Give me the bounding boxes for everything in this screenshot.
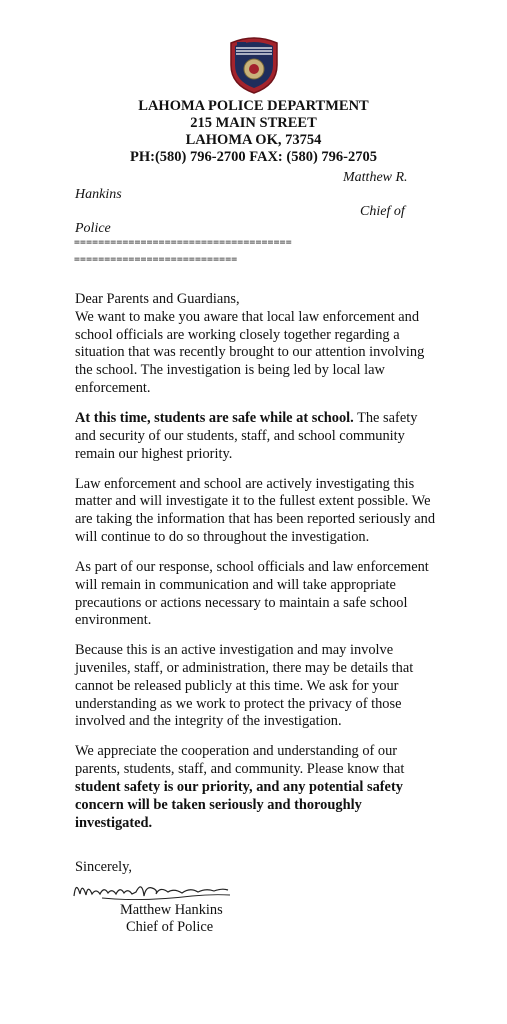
signer-name: Matthew Hankins: [120, 902, 223, 918]
chief-name-part1: Matthew R.: [343, 170, 408, 185]
paragraph-6: [75, 743, 440, 832]
street-address: 215 MAIN STREET: [190, 115, 317, 131]
phone-fax: PH:(580) 796-2700 FAX: (580) 796-2705: [130, 149, 377, 165]
letterhead: [0, 98, 507, 166]
valediction: Sincerely,: [75, 859, 133, 875]
chief-name-part2: Hankins: [75, 187, 122, 202]
police-badge-logo: [227, 35, 281, 95]
paragraph-2: [75, 410, 440, 463]
department-name: LAHOMA POLICE DEPARTMENT: [138, 98, 369, 114]
letter-body: [75, 291, 440, 845]
paragraph-5: Because this is an active investigation and may involve juveniles, staff, or administration, there may be details that cannot be released publicly at this time. We ask for your understanding as we work to protect the privacy of those involved and the integrity of the investigation.: [75, 642, 414, 730]
paragraph-2-bold: At this time, students are safe while at school.: [75, 409, 354, 426]
paragraph-2-text: The safety and security of our students, staff, and school community remain our highest priority.: [75, 409, 418, 462]
separator-line-1: ====================================: [74, 237, 292, 248]
paragraph-4: As part of our response, school officials and law enforcement will remain in communication and will take appropriate precautions or actions necessary to maintain a safe school environment.: [75, 558, 429, 629]
greeting-paragraph: [75, 291, 440, 398]
handwritten-signature: [72, 876, 232, 904]
separator-line-2: ===========================: [74, 254, 238, 265]
paragraph-6-bold: student safety is our priority, and any potential safety concern will be taken seriously and thoroughly investigated.: [75, 779, 403, 831]
paragraph-1: We want to make you aware that local law enforcement and school officials are working closely together regarding a situation that was recently brought to our attention involving the school. The investigation is being led by local law enforcement.: [75, 308, 425, 396]
chief-title-part1: Chief of: [360, 204, 405, 219]
greeting: Dear Parents and Guardians,: [75, 291, 240, 307]
signer-title: Chief of Police: [126, 919, 214, 935]
chief-title-part2: Police: [75, 221, 111, 236]
city-state-zip: LAHOMA OK, 73754: [185, 132, 322, 148]
paragraph-3: Law enforcement and school are actively investigating this matter and will investigate it to the fullest extent possible. We are taking the information that has been reported seriously and will continue to do so throughout the investigation.: [75, 475, 436, 545]
paragraph-6-text: We appreciate the cooperation and understanding of our parents, students, staff, and community. Please know that: [75, 743, 405, 778]
